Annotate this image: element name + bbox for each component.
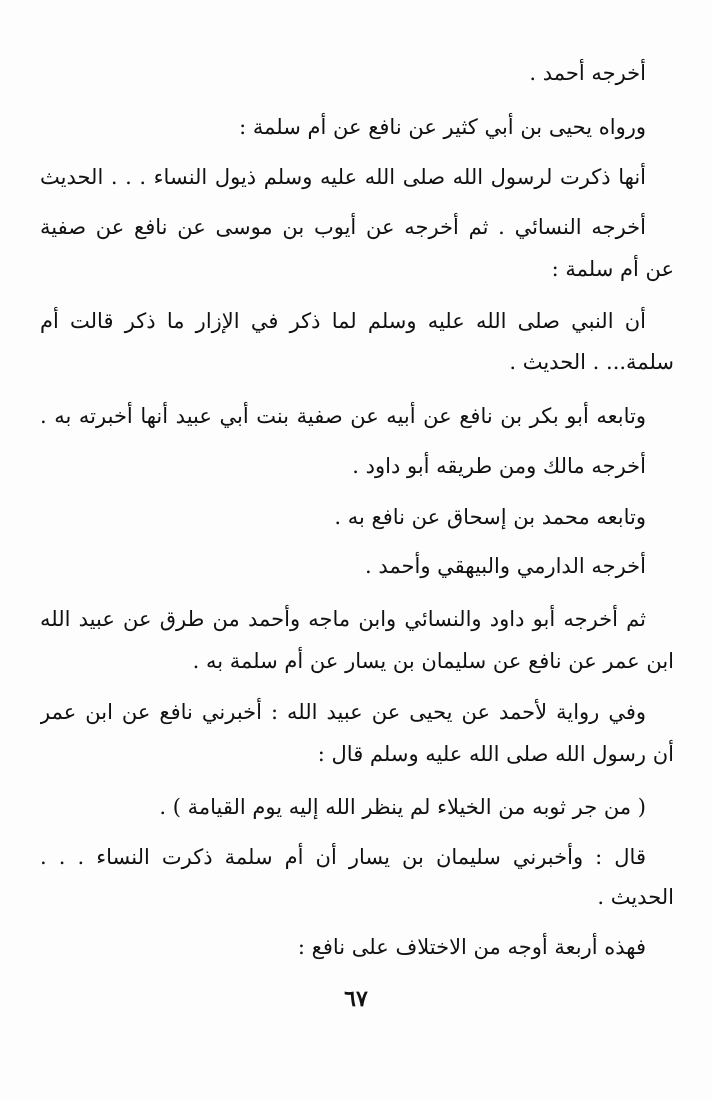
page-number: ٦٧	[344, 986, 368, 1012]
text-line-12: ثم أخرجه أبو داود والنسائي وابن ماجه وأحمد من طرق عن عبيد الله	[40, 607, 646, 631]
text-line-17: قال : وأخبرني سليمان بن يسار أن أم سلمة ذكرت النساء . . .	[40, 845, 646, 869]
text-line-7: سلمة... . الحديث .	[509, 350, 674, 374]
text-line-19: فهذه أربعة أوجه من الاختلاف على نافع :	[297, 935, 646, 959]
text-line-1: أخرجه أحمد .	[529, 61, 646, 85]
text-line-2: ورواه يحيى بن أبي كثير عن نافع عن أم سلمة :	[239, 115, 646, 139]
text-line-5: عن أم سلمة :	[551, 257, 674, 281]
text-line-15: أن رسول الله صلى الله عليه وسلم قال :	[317, 742, 674, 766]
text-line-4: أخرجه النسائي . ثم أخرجه عن أيوب بن موسى عن نافع عن صفية	[40, 215, 646, 239]
text-line-10: وتابعه محمد بن إسحاق عن نافع به .	[334, 505, 646, 529]
text-line-9: أخرجه مالك ومن طريقه أبو داود .	[352, 454, 646, 478]
text-line-8: وتابعه أبو بكر بن نافع عن أبيه عن صفية بنت أبي عبيد أنها أخبرته به .	[40, 404, 646, 428]
text-line-18: الحديث .	[597, 885, 674, 909]
text-line-3: أنها ذكرت لرسول الله صلى الله عليه وسلم ذيول النساء . . . الحديث	[40, 165, 646, 189]
text-line-14: وفي رواية لأحمد عن يحيى عن عبيد الله : أخبرني نافع عن ابن عمر	[40, 700, 646, 724]
text-line-6: أن النبي صلى الله عليه وسلم لما ذكر في الإزار ما ذكر قالت أم	[40, 309, 646, 333]
text-line-13: ابن عمر عن نافع عن سليمان بن يسار عن أم سلمة به .	[192, 649, 674, 673]
text-line-16: ( من جر ثوبه من الخيلاء لم ينظر الله إليه يوم القيامة ) .	[159, 795, 646, 819]
text-line-11: أخرجه الدارمي والبيهقي وأحمد .	[365, 554, 646, 578]
